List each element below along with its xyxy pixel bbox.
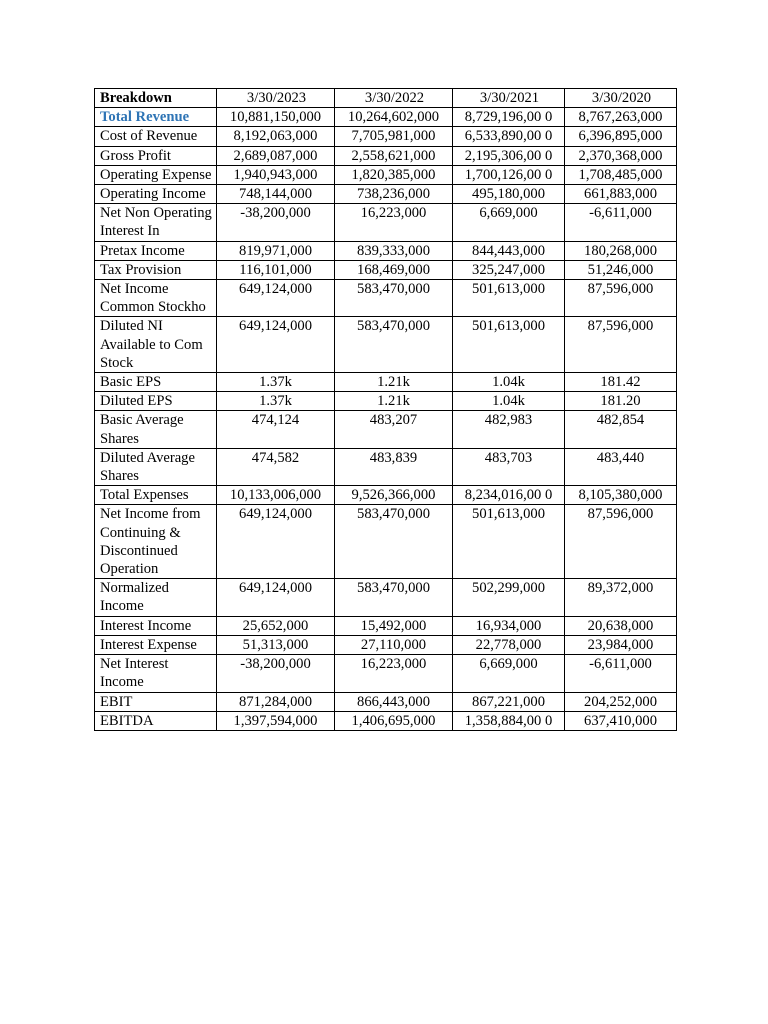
row-label: EBITDA (95, 711, 217, 730)
cell-value-2023: 10,133,006,000 (217, 486, 335, 505)
row-label: Interest Income (95, 616, 217, 635)
cell-value-2020: 1,708,485,000 (565, 165, 677, 184)
cell-value-2020: 181.20 (565, 392, 677, 411)
cell-value-2022: 10,264,602,000 (335, 108, 453, 127)
row-label: Tax Provision (95, 260, 217, 279)
cell-value-2023: 1,397,594,000 (217, 711, 335, 730)
cell-value-2022: 1.21k (335, 392, 453, 411)
cell-value-2021: 22,778,000 (453, 635, 565, 654)
table-row (95, 165, 677, 184)
table-row (95, 635, 677, 654)
cell-value-2021: 867,221,000 (453, 692, 565, 711)
cell-value-2020: 87,596,000 (565, 317, 677, 373)
table-row (95, 241, 677, 260)
cell-value-2020: 204,252,000 (565, 692, 677, 711)
cell-value-2023: 871,284,000 (217, 692, 335, 711)
cell-value-2023: 1.37k (217, 392, 335, 411)
cell-value-2023: 649,124,000 (217, 317, 335, 373)
cell-value-2022: 483,207 (335, 411, 453, 448)
cell-value-2021: 8,234,016,00 0 (453, 486, 565, 505)
row-label: Total Revenue (95, 108, 217, 127)
cell-value-2023: -38,200,000 (217, 204, 335, 241)
cell-value-2020: 2,370,368,000 (565, 146, 677, 165)
cell-value-2023: 25,652,000 (217, 616, 335, 635)
row-label: Cost of Revenue (95, 127, 217, 146)
financial-table (94, 88, 677, 731)
cell-value-2021: 483,703 (453, 448, 565, 485)
table-row (95, 260, 677, 279)
table-row (95, 146, 677, 165)
table-row (95, 616, 677, 635)
cell-value-2020: 8,767,263,000 (565, 108, 677, 127)
cell-value-2022: 1,406,695,000 (335, 711, 453, 730)
table-row (95, 392, 677, 411)
cell-value-2021: 1.04k (453, 392, 565, 411)
row-label: Operating Income (95, 185, 217, 204)
cell-value-2022: 839,333,000 (335, 241, 453, 260)
cell-value-2022: 15,492,000 (335, 616, 453, 635)
cell-value-2023: 116,101,000 (217, 260, 335, 279)
header-row (95, 89, 677, 108)
cell-value-2020: 483,440 (565, 448, 677, 485)
cell-value-2022: 1.21k (335, 373, 453, 392)
cell-value-2021: 2,195,306,00 0 (453, 146, 565, 165)
row-label: Basic Average Shares (95, 411, 217, 448)
cell-value-2023: 649,124,000 (217, 280, 335, 317)
cell-value-2021: 325,247,000 (453, 260, 565, 279)
table-row (95, 711, 677, 730)
table-row (95, 127, 677, 146)
cell-value-2021: 482,983 (453, 411, 565, 448)
cell-value-2020: -6,611,000 (565, 204, 677, 241)
row-label: Normalized Income (95, 579, 217, 616)
table-body (95, 108, 677, 731)
cell-value-2022: 2,558,621,000 (335, 146, 453, 165)
table-row (95, 108, 677, 127)
cell-value-2021: 501,613,000 (453, 317, 565, 373)
table-row (95, 692, 677, 711)
cell-value-2022: 7,705,981,000 (335, 127, 453, 146)
row-label: Net Non Operating Interest In (95, 204, 217, 241)
cell-value-2023: 8,192,063,000 (217, 127, 335, 146)
cell-value-2020: 8,105,380,000 (565, 486, 677, 505)
cell-value-2020: -6,611,000 (565, 655, 677, 692)
cell-value-2020: 661,883,000 (565, 185, 677, 204)
cell-value-2023: 2,689,087,000 (217, 146, 335, 165)
cell-value-2021: 501,613,000 (453, 505, 565, 579)
cell-value-2020: 482,854 (565, 411, 677, 448)
table-row (95, 317, 677, 373)
cell-value-2020: 637,410,000 (565, 711, 677, 730)
cell-value-2023: 10,881,150,000 (217, 108, 335, 127)
cell-value-2021: 6,669,000 (453, 204, 565, 241)
row-label: Diluted Average Shares (95, 448, 217, 485)
cell-value-2020: 89,372,000 (565, 579, 677, 616)
cell-value-2023: 474,582 (217, 448, 335, 485)
cell-value-2022: 16,223,000 (335, 204, 453, 241)
cell-value-2023: 819,971,000 (217, 241, 335, 260)
table-row (95, 204, 677, 241)
row-label: Gross Profit (95, 146, 217, 165)
header-date-2022: 3/30/2022 (335, 89, 453, 108)
row-label: Diluted EPS (95, 392, 217, 411)
cell-value-2020: 87,596,000 (565, 505, 677, 579)
table-row (95, 185, 677, 204)
row-label: Diluted NI Available to Com Stock (95, 317, 217, 373)
cell-value-2020: 6,396,895,000 (565, 127, 677, 146)
table-row (95, 448, 677, 485)
cell-value-2023: -38,200,000 (217, 655, 335, 692)
cell-value-2022: 483,839 (335, 448, 453, 485)
cell-value-2022: 1,820,385,000 (335, 165, 453, 184)
header-breakdown: Breakdown (95, 89, 217, 108)
cell-value-2021: 844,443,000 (453, 241, 565, 260)
cell-value-2022: 16,223,000 (335, 655, 453, 692)
cell-value-2021: 6,533,890,00 0 (453, 127, 565, 146)
cell-value-2020: 23,984,000 (565, 635, 677, 654)
cell-value-2020: 180,268,000 (565, 241, 677, 260)
table-row (95, 411, 677, 448)
cell-value-2020: 181.42 (565, 373, 677, 392)
cell-value-2023: 51,313,000 (217, 635, 335, 654)
cell-value-2023: 1,940,943,000 (217, 165, 335, 184)
row-label: Basic EPS (95, 373, 217, 392)
header-date-2021: 3/30/2021 (453, 89, 565, 108)
row-label: Pretax Income (95, 241, 217, 260)
cell-value-2022: 583,470,000 (335, 280, 453, 317)
row-label: Net Income Common Stockho (95, 280, 217, 317)
cell-value-2023: 474,124 (217, 411, 335, 448)
cell-value-2023: 649,124,000 (217, 505, 335, 579)
cell-value-2021: 1.04k (453, 373, 565, 392)
row-label: Interest Expense (95, 635, 217, 654)
cell-value-2021: 495,180,000 (453, 185, 565, 204)
cell-value-2022: 738,236,000 (335, 185, 453, 204)
cell-value-2020: 51,246,000 (565, 260, 677, 279)
table-row (95, 579, 677, 616)
cell-value-2022: 583,470,000 (335, 505, 453, 579)
cell-value-2021: 501,613,000 (453, 280, 565, 317)
table-row (95, 655, 677, 692)
cell-value-2020: 20,638,000 (565, 616, 677, 635)
cell-value-2021: 6,669,000 (453, 655, 565, 692)
cell-value-2021: 502,299,000 (453, 579, 565, 616)
header-date-2023: 3/30/2023 (217, 89, 335, 108)
cell-value-2020: 87,596,000 (565, 280, 677, 317)
row-label: Net Income from Continuing & Discontinued Operation (95, 505, 217, 579)
cell-value-2022: 583,470,000 (335, 317, 453, 373)
table-row (95, 373, 677, 392)
cell-value-2022: 27,110,000 (335, 635, 453, 654)
cell-value-2022: 168,469,000 (335, 260, 453, 279)
row-label: Total Expenses (95, 486, 217, 505)
cell-value-2023: 748,144,000 (217, 185, 335, 204)
financial-table-container (94, 88, 676, 731)
header-date-2020: 3/30/2020 (565, 89, 677, 108)
cell-value-2021: 1,700,126,00 0 (453, 165, 565, 184)
cell-value-2022: 583,470,000 (335, 579, 453, 616)
row-label: Net Interest Income (95, 655, 217, 692)
cell-value-2021: 1,358,884,00 0 (453, 711, 565, 730)
row-label: Operating Expense (95, 165, 217, 184)
row-label: EBIT (95, 692, 217, 711)
cell-value-2022: 866,443,000 (335, 692, 453, 711)
table-row (95, 486, 677, 505)
cell-value-2023: 1.37k (217, 373, 335, 392)
cell-value-2021: 16,934,000 (453, 616, 565, 635)
cell-value-2023: 649,124,000 (217, 579, 335, 616)
cell-value-2021: 8,729,196,00 0 (453, 108, 565, 127)
table-row (95, 505, 677, 579)
table-row (95, 280, 677, 317)
cell-value-2022: 9,526,366,000 (335, 486, 453, 505)
